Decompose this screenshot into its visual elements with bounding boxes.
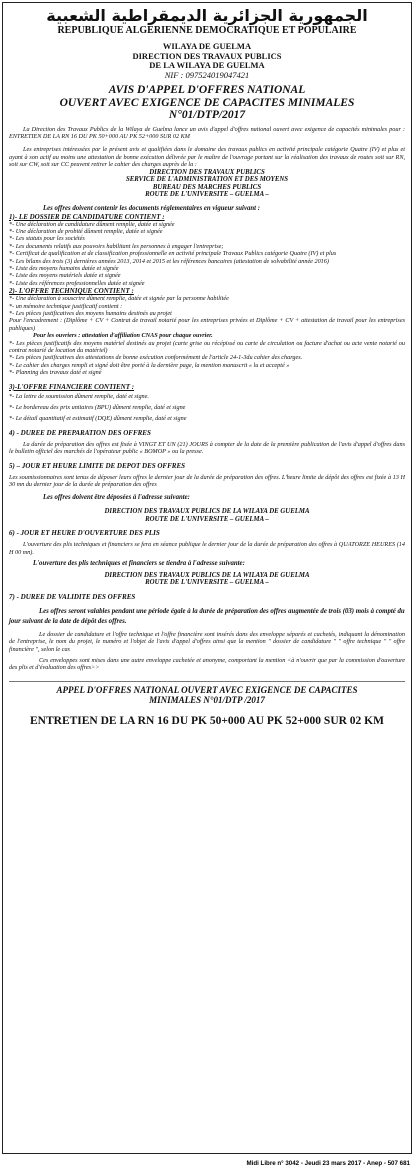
section-2-title: 2)- L'OFFRE TECHNIQUE CONTIENT :	[9, 287, 134, 296]
section-5-title: 5) – JOUR ET HEURE LIMITE DE DEPOT DES OFFRES	[9, 461, 186, 470]
section-3-title: 3)-L'OFFRE FINANCIERE CONTIENT :	[9, 382, 135, 391]
tender-notice	[2, 2, 412, 1154]
list-item: *- un mémoire technique justificatif contient :	[9, 302, 123, 310]
list-item: *- Les pièces justificatives des attestations de bonne exécution conformément de l'article 24-1-3du cahier des charges.	[9, 354, 303, 362]
section-3-list	[3, 393, 411, 423]
section-7-validity: Les offres seront valables pendant une période égale à la durée de préparation des offres augmentée de trois (03) mois à compté du jour suivant de la date de dépôt des offres.	[9, 607, 405, 625]
list-item: *- Les pièces justificatifs des moyens matériel destinés au projet (carte grise ou récépissé ou carte de circulation ou facture d'achat ou acte vente notarié ou contrat notarié de location du matériel)	[9, 339, 405, 354]
section-6-title: 6) - JOUR ET HEURE D'OUVERTURE DES PLIS	[9, 529, 160, 538]
notice-number: N°01/DTP/2017	[168, 109, 246, 121]
section-2-list	[3, 295, 411, 376]
address-line-2: SERVICE DE L'ADMINISTRATION ET DES MOYENS	[125, 176, 289, 184]
section-5-text: Les soumissionnaires sont tenus de déposer leurs offres le dernier jour de la durée de préparation des offres. L'heure limite de dépôt des offres est fixée à 13 H 30 mn du dernier jour de la durée de préparation des offres	[9, 473, 405, 489]
section-4-title: 4) - DUREE DE PREPARATION DES OFFRES	[9, 428, 151, 437]
notice-title-1: AVIS D'APPEL D'OFFRES NATIONAL	[108, 84, 306, 96]
direction-name: DIRECTION DES TRAVAUX PUBLICS	[132, 50, 282, 61]
section-1-list	[3, 221, 411, 288]
opening-instruction: L'ouverture des plis techniques et financiers se tiendra à l'adresse suivante:	[33, 560, 245, 568]
list-item: *- La lettre de soumission dûment remplie, daté et signe.	[9, 392, 149, 400]
list-item: *- Le cahier des charges rempli et signé doit être porté à la dernière page, la mention manuscrit « lu et accepté »	[9, 361, 290, 369]
list-item: *- Une déclaration à souscrire dûment remplie, datée et signée par la personne habilitée	[9, 295, 229, 303]
notice-title-2: OUVERT AVEC EXIGENCE DE CAPACITES MINIMALES	[59, 96, 355, 109]
closing-line-2: MINIMALES N°01/DTP /2017	[149, 695, 265, 706]
list-item: *- Liste des moyens matériels datée et signée	[9, 272, 121, 280]
list-item: Pour l'encadrement : (Diplôme + CV + Contrat de travail notarié pour les entreprises privées et Diplôme + CV + attestation de travail pour les entreprises publiques)	[9, 317, 405, 332]
list-item: *- Le détail quantitatif et estimatif (DQE) dûment remplie, daté et signe	[9, 415, 187, 423]
eligibility-paragraph: Les entreprises intéressées par le présent avis et qualifiées dans le domaine des travaux publics en activité principale catégorie Quatre (IV) et plus et ayant à son actif au moins une attestation de bonne exécution délivrée par le maître de l'ouvrage portant sur la réalisation des travaux de routes soit sur RN, soit sur CW, soit sur CC peuvent retirer le cahier des charges auprès de la :	[9, 146, 405, 169]
address-line-1: DIRECTION DES TRAVAUX PUBLICS	[149, 168, 265, 176]
list-item: *- Liste des références professionnelles datée et signée	[9, 279, 145, 287]
list-item: *- Une déclaration de probité dûment remplie, datée et signée	[9, 227, 163, 235]
list-item: *- Une déclaration de candidature dûment remplie, datée et signée	[9, 220, 175, 228]
opening-address-2: ROUTE DE L'UNIVERSITE – GUELMA –	[145, 579, 269, 587]
list-item: *- Les statuts pour les sociétés	[9, 235, 85, 243]
section-4-text: La durée de préparation des offres est fixée à VINGT ET UN (21) JOURS à compter de la date de la première publication de l'avis d'appel d'offres dans le bulletin officiel des marchés de l'opérateur public « BOMOP » ou la presse.	[9, 440, 405, 456]
list-item: *- Certificat de qualification et de classification professionnelle en activité principale Travaux Publics catégorie Quatre (IV) et plus	[9, 250, 337, 258]
wilaya-subline: DE LA WILAYA DE GUELMA	[149, 60, 265, 70]
list-item: *- Liste des moyens humains datée et signée	[9, 264, 119, 272]
opening-address-1: DIRECTION DES TRAVAUX PUBLICS DE LA WILAYA DE GUELMA	[104, 571, 310, 579]
list-item: *- Le bordereau des prix unitaires (BPU) dûment remplie, daté et signe	[9, 404, 186, 412]
section-7-envelopes: Le dossier de candidature et l'offre technique et l'offre financière sont insérés dans des enveloppe séparés et cachetés, indiquant la dénomination de l'entreprise, le nom du projet, le numéro et l'objet de l'avis d'appel d'offres ainsi que la mention " dossier de candidature " " offre technique " " offre financière ", selon le cas	[9, 630, 405, 653]
list-item: *- Les bilans des trois (3) dernières années 2013, 2014 et 2015 et les références bancaires (attestation de solvabilité année 2016)	[9, 257, 329, 265]
closing-project-title: ENTRETIEN DE LA RN 16 DU PK 50+000 AU PK 52+000 SUR 02 KM	[30, 714, 384, 727]
list-item: *- Planning des travaux daté et signé	[9, 369, 102, 377]
closing-line-1: APPEL D'OFFRES NATIONAL OUVERT AVEC EXIGENCE DE CAPACITES	[56, 684, 358, 695]
deposit-instruction: Les offres doivent être déposées à l'adresse suivante:	[43, 494, 190, 502]
wilaya-name: WILAYA DE GUELMA	[162, 41, 252, 51]
publication-footer: Midi Libre n° 3042 - Jeudi 23 mars 2017 - Anep - 507 681	[246, 1160, 410, 1167]
list-item: *- Les pièces justificatives des moyens humains destinés au projet	[9, 309, 172, 317]
deposit-address-1: DIRECTION DES TRAVAUX PUBLICS DE LA WILAYA DE GUELMA	[104, 508, 310, 516]
offers-intro: Les offres doivent contenir les documents réglementaires en vigueur suivant :	[43, 204, 260, 212]
section-1-title: 1)- LE DOSSIER DE CANDIDATURE CONTIENT :	[9, 212, 165, 221]
intro-paragraph: La Direction des Travaux Publics de la Wilaya de Guelma lance un avis d'appel d'offres national ouvert avec exigence de capacités minimales pour : ENTRETIEN DE LA RN 16 DU PK 50+000 AU PK 52+000 SUR 02 KM	[9, 125, 405, 140]
nif-number: NIF : 097524019047421	[164, 69, 250, 80]
arabic-republic-header: الجمهورية الجزائرية الديمقراطية الشعبية	[46, 6, 368, 25]
divider	[9, 681, 405, 682]
section-6-text: L'ouverture des plis techniques et financiers se fera en séance publique le dernier jour de la durée de préparation des offres à QUATORZE HEURES (14 H 00 mn).	[9, 541, 405, 556]
deposit-address-2: ROUTE DE L'UNIVERSITE – GUELMA –	[145, 515, 269, 523]
republic-header: REPUBLIQUE ALGERIENNE DEMOCRATIQUE ET POPULAIRE	[57, 25, 357, 36]
list-item: *- Les documents relatifs aux pouvoirs habilitant les personnes à engager l'entreprise;	[9, 242, 224, 250]
address-line-4: ROUTE DE L'UNIVERSITE – GUELMA –	[145, 191, 269, 199]
section-7-anonymous: Ces enveloppes sont mises dans une autre enveloppe cachetée et anonyme, comportant la mention <à n'ouvrir que par la commission d'ouverture des plis et d'évaluation des offres>>	[9, 657, 405, 672]
section-7-title: 7) - DUREE DE VALIDITE DES OFFRES	[9, 592, 136, 601]
address-line-3: BUREAU DES MARCHES PUBLICS	[152, 183, 262, 191]
list-item: Pour les ouvriers : attestation d'affiliation CNAS pour chaque ouvrier.	[33, 332, 213, 340]
